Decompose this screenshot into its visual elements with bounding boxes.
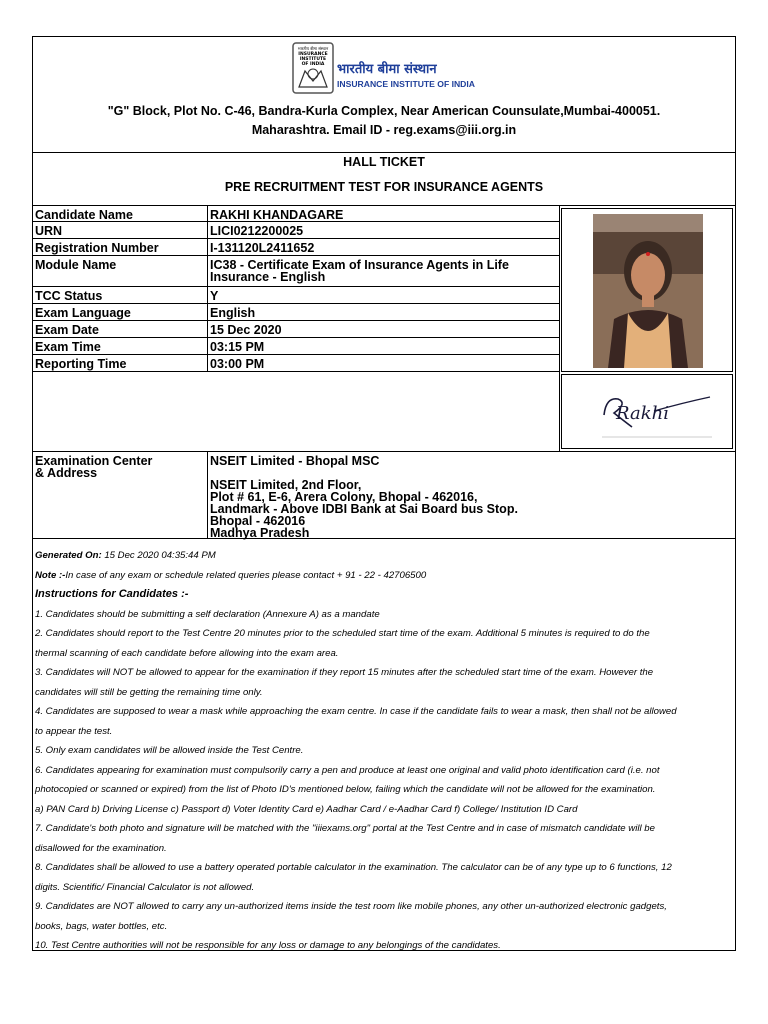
divider bbox=[559, 206, 560, 451]
table-row bbox=[33, 355, 560, 372]
registration-value: I-131120L2411652 bbox=[210, 241, 315, 255]
candidate-signature bbox=[562, 375, 732, 448]
center-name: NSEIT Limited - Bhopal MSC bbox=[210, 454, 380, 468]
logo-small-hindi: भारतीय बीमा संस्थान bbox=[297, 46, 329, 51]
center-address-line: Bhopal - 462016 bbox=[210, 514, 306, 528]
instruction-line: 2. Candidates should report to the Test Centre 20 minutes prior to the scheduled start time of the exam. Additional 5 minutes is required to do the bbox=[35, 628, 650, 639]
hall-ticket-sheet bbox=[32, 36, 736, 951]
page-title: HALL TICKET bbox=[343, 155, 425, 169]
instruction-line: disallowed for the examination. bbox=[35, 842, 167, 854]
instruction-line: 10. Test Centre authorities will not be responsible for any loss or damage to any belongings of the candidates. bbox=[35, 940, 501, 951]
field-label: Exam Time bbox=[35, 340, 101, 354]
institute-address bbox=[33, 102, 735, 140]
instructions-section bbox=[35, 546, 735, 956]
center-address-line: Plot # 61, E-6, Arera Colony, Bhopal - 462016, bbox=[210, 490, 478, 504]
instruction-line: candidates will still be getting the remaining time only. bbox=[35, 686, 263, 698]
candidate-photo bbox=[562, 209, 732, 371]
instruction-line: 7. Candidate's both photo and signature will be matched with the "iiiexams.org" portal at the Test Centre and in case of mismatch candidate will be bbox=[35, 823, 655, 834]
table-row bbox=[33, 239, 560, 256]
address-line-1: "G" Block, Plot No. C-46, Bandra-Kurla Complex, Near American Counsulate,Mumbai-400051. bbox=[107, 104, 661, 118]
field-label: URN bbox=[35, 224, 63, 238]
center-address-line: NSEIT Limited, 2nd Floor, bbox=[210, 478, 362, 492]
candidate-name: RAKHI KHANDAGARE bbox=[210, 208, 344, 222]
module-line-1: IC38 - Certificate Exam of Insurance Agents in Life bbox=[210, 258, 509, 272]
instruction-line: to appear the test. bbox=[35, 725, 113, 737]
field-label: Module Name bbox=[35, 258, 117, 272]
instruction-line: photocopied or scanned or expired) from the list of Photo ID's mentioned below, failing which the candidate will not be allowed for the examination. bbox=[35, 784, 656, 795]
instruction-line: 9. Candidates are NOT allowed to carry any un-authorized items inside the test room like mobile phones, any other un-authorized electronic gadgets, bbox=[35, 901, 667, 912]
instruction-line: 8. Candidates shall be allowed to use a battery operated portable calculator in the examination. The calculator can be of any type up to 6 functions, 12 bbox=[35, 862, 672, 873]
instruction-line: thermal scanning of each candidate before allowing into the exam area. bbox=[35, 647, 339, 659]
signature-box bbox=[561, 374, 733, 449]
instruction-line: 5. Only exam candidates will be allowed inside the Test Centre. bbox=[35, 745, 304, 756]
instruction-line: 1. Candidates should be submitting a self declaration (Annexure A) as a mandate bbox=[35, 608, 380, 620]
field-label: Exam Language bbox=[35, 306, 131, 320]
logo-hindi-text: भारतीय बीमा संस्थान bbox=[337, 62, 437, 77]
exam-time-value: 03:15 PM bbox=[210, 340, 265, 354]
center-address-line: Landmark - Above IDBI Bank at Sai Board bus Stop. bbox=[210, 502, 518, 516]
reporting-time-value: 03:00 PM bbox=[210, 357, 265, 371]
divider bbox=[207, 452, 208, 538]
instruction-line: books, bags, water bottles, etc. bbox=[35, 920, 168, 932]
signature-text: Rakhi bbox=[616, 403, 669, 424]
instructions-title bbox=[35, 585, 735, 605]
field-label: Registration Number bbox=[35, 241, 159, 255]
note-label: Note :- bbox=[35, 569, 66, 581]
examination-center-row bbox=[33, 451, 735, 539]
generated-label: Generated On: bbox=[35, 550, 102, 561]
instruction-line: 4. Candidates are supposed to wear a mask while approaching the exam centre. In case if the candidate fails to wear a mask, then shall not be allowed bbox=[35, 706, 677, 717]
table-row bbox=[33, 321, 560, 338]
center-label-2: & Address bbox=[35, 466, 98, 480]
field-label: Exam Date bbox=[35, 323, 99, 337]
logo-small-3: OF INDIA bbox=[301, 62, 325, 67]
table-row bbox=[33, 256, 560, 287]
institute-logo bbox=[291, 41, 491, 97]
instructions-heading: Instructions for Candidates :- bbox=[35, 588, 189, 600]
exam-date-value: 15 Dec 2020 bbox=[210, 323, 282, 337]
note bbox=[35, 566, 735, 586]
candidate-photo-box bbox=[561, 208, 733, 372]
table-row bbox=[33, 304, 560, 321]
tcc-value: Y bbox=[210, 289, 219, 303]
logo-small-2: INSTITUTE bbox=[299, 57, 327, 62]
instruction-line: a) PAN Card b) Driving License c) Passport d) Voter Identity Card e) Aadhar Card / e-Aadhar Card f) College/ Institution ID Card bbox=[35, 803, 578, 815]
logo-small-1: INSURANCE bbox=[298, 52, 328, 57]
logo-emblem-icon bbox=[291, 41, 491, 97]
module-line-2: Insurance - English bbox=[210, 270, 326, 284]
title-block bbox=[33, 153, 735, 206]
table-row bbox=[33, 222, 560, 239]
divider bbox=[207, 206, 208, 372]
note-value: In case of any exam or schedule related queries please contact + 91 - 22 - 42706500 bbox=[65, 569, 427, 581]
urn-value: LICI0212200025 bbox=[210, 224, 304, 238]
instruction-line: digits. Scientific/ Financial Calculator is not allowed. bbox=[35, 881, 255, 893]
generated-value: 15 Dec 2020 04:35:44 PM bbox=[104, 550, 216, 561]
instruction-line: 3. Candidates will NOT be allowed to appear for the examination if they report 15 minutes after the scheduled start time of the exam. However the bbox=[35, 667, 654, 678]
instruction-line: 6. Candidates appearing for examination must compulsorily carry a pen and produce at least one original and valid photo identification card (i.e. not bbox=[35, 764, 660, 776]
table-row bbox=[33, 287, 560, 304]
table-row bbox=[33, 206, 560, 222]
center-address-line: Madhya Pradesh bbox=[210, 526, 310, 540]
page-subtitle: PRE RECRUITMENT TEST FOR INSURANCE AGENTS bbox=[224, 180, 544, 194]
generated-on bbox=[35, 546, 735, 566]
logo-english-text: INSURANCE INSTITUTE OF INDIA bbox=[337, 79, 475, 89]
field-label: Reporting Time bbox=[35, 357, 127, 371]
table-row bbox=[33, 338, 560, 355]
address-line-2: Maharashtra. Email ID - reg.exams@iii.org.in bbox=[251, 123, 517, 137]
center-label-1: Examination Center bbox=[35, 454, 153, 468]
field-label: Candidate Name bbox=[35, 208, 133, 222]
field-label: TCC Status bbox=[35, 289, 103, 303]
language-value: English bbox=[210, 306, 256, 320]
header bbox=[33, 37, 735, 153]
